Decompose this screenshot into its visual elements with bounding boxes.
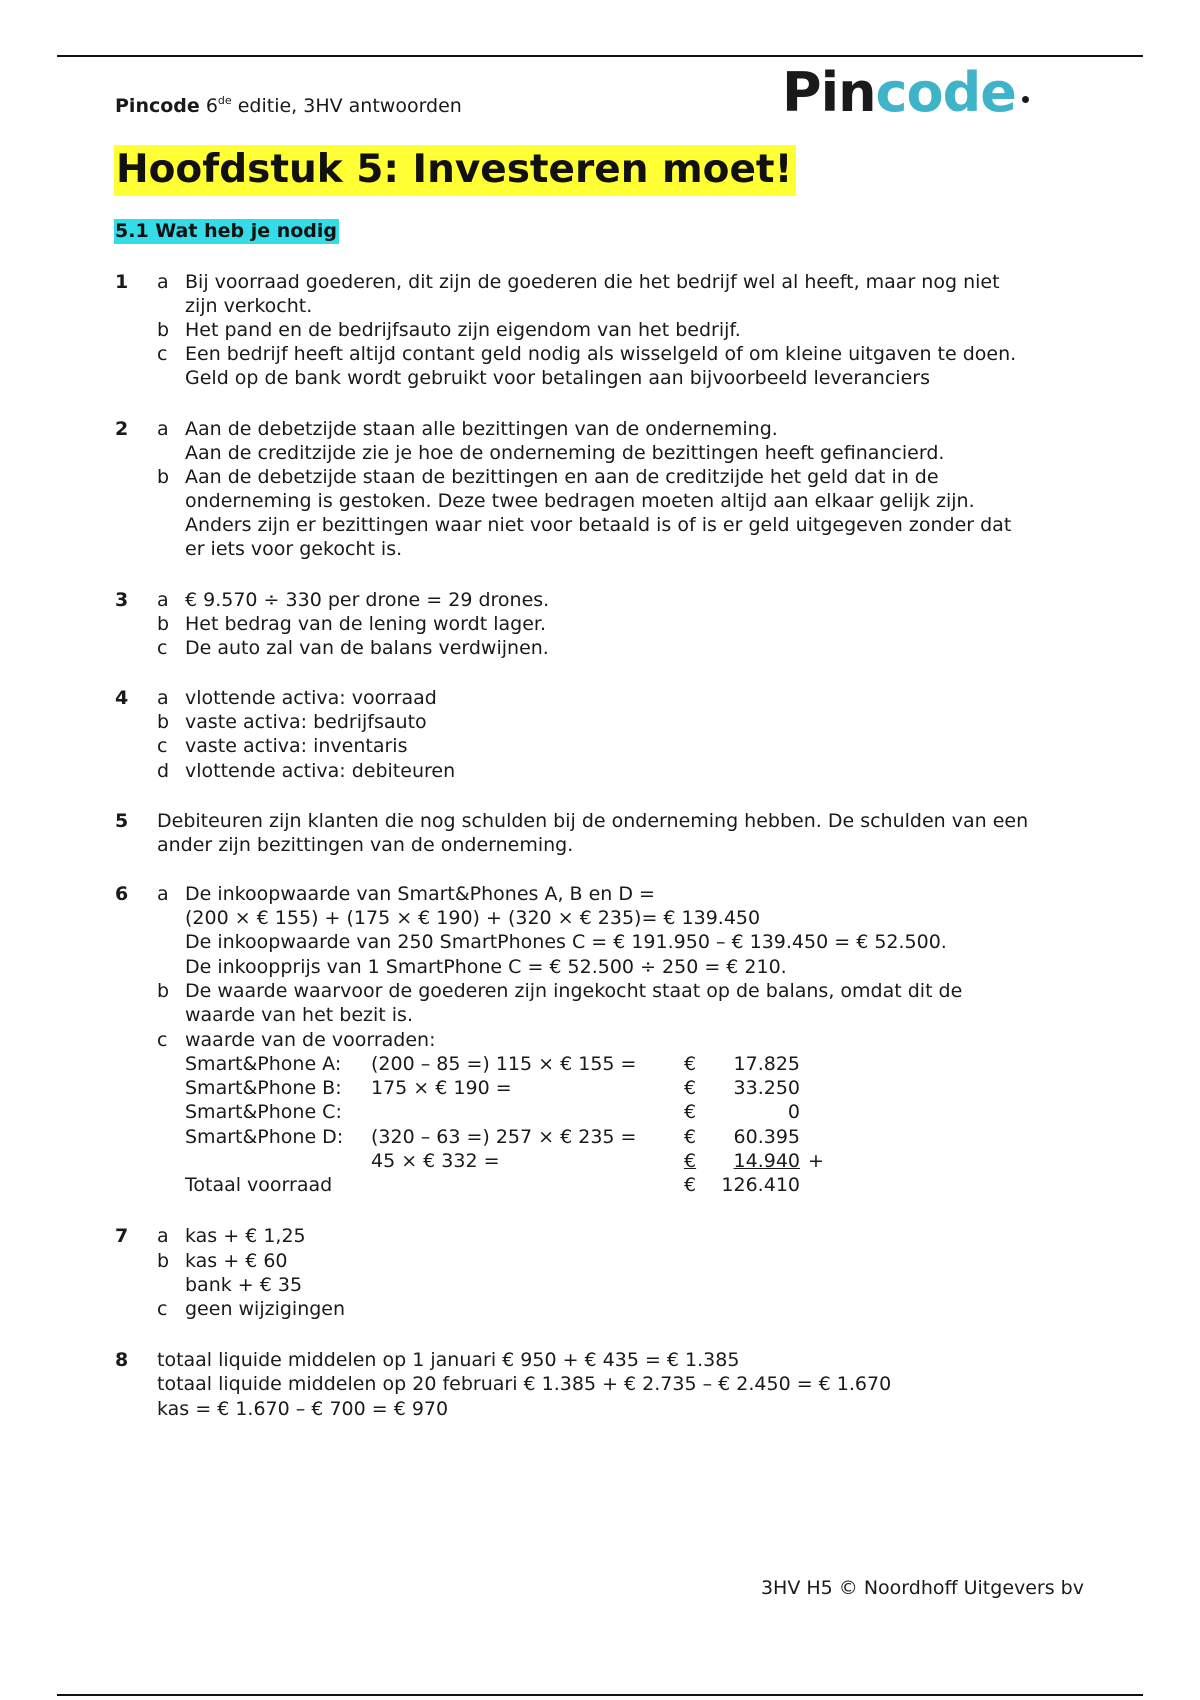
item-label: c bbox=[157, 735, 168, 757]
table-row-calc: 45 × € 332 = bbox=[371, 1150, 500, 1172]
item-label: a bbox=[157, 589, 169, 611]
table-row-currency: € bbox=[684, 1126, 697, 1148]
item-label: b bbox=[157, 466, 170, 488]
question-number: 4 bbox=[115, 687, 129, 709]
table-row-name: Smart&Phone C: bbox=[185, 1101, 342, 1123]
answer-line: vlottende activa: voorraad bbox=[185, 687, 437, 709]
item-label: a bbox=[157, 687, 169, 709]
item-label: a bbox=[157, 271, 169, 293]
page-footer: 3HV H5 © Noordhoff Uitgevers bv bbox=[760, 1577, 1084, 1599]
item-label: c bbox=[157, 637, 168, 659]
answer-line: er iets voor gekocht is. bbox=[185, 538, 403, 560]
answer-line: Debiteuren zijn klanten die nog schulden bij de onderneming hebben. De schulden van een bbox=[157, 810, 1029, 832]
item-label: d bbox=[157, 760, 170, 782]
logo-code-text: code bbox=[875, 60, 1016, 124]
table-row-amount: 14.940 bbox=[733, 1150, 800, 1172]
sum-plus-sign: + bbox=[808, 1150, 824, 1172]
question-number: 7 bbox=[115, 1225, 129, 1247]
table-row-calc: (200 – 85 =) 115 × € 155 = bbox=[371, 1053, 637, 1075]
logo-dot-icon bbox=[1022, 96, 1029, 103]
answer-line: Geld op de bank wordt gebruikt voor betalingen aan bijvoorbeeld leveranciers bbox=[185, 367, 930, 389]
answer-line: waarde van het bezit is. bbox=[185, 1004, 413, 1026]
edition-text: editie, 3HV antwoorden bbox=[231, 95, 462, 117]
question-number: 6 bbox=[115, 883, 129, 905]
answer-line: Bij voorraad goederen, dit zijn de goederen die het bedrijf wel al heeft, maar nog niet bbox=[185, 271, 1000, 293]
logo-pin-text: Pin bbox=[782, 60, 876, 124]
answer-line: De waarde waarvoor de goederen zijn ingekocht staat op de balans, omdat dit de bbox=[185, 980, 963, 1002]
answer-line: De inkoopprijs van 1 SmartPhone C = € 52.500 ÷ 250 = € 210. bbox=[185, 956, 787, 978]
top-rule bbox=[57, 55, 1143, 57]
pincode-logo bbox=[782, 62, 1029, 122]
answer-line: Aan de debetzijde staan alle bezittingen van de onderneming. bbox=[185, 418, 778, 440]
answer-line: bank + € 35 bbox=[185, 1274, 303, 1296]
table-row-currency: € bbox=[684, 1053, 697, 1075]
answer-line: kas + € 60 bbox=[185, 1250, 288, 1272]
answer-line: totaal liquide middelen op 20 februari € 1.385 + € 2.735 – € 2.450 = € 1.670 bbox=[157, 1373, 892, 1395]
table-row-currency: € bbox=[684, 1150, 697, 1172]
table-row-currency: € bbox=[684, 1077, 697, 1099]
item-label: a bbox=[157, 1225, 169, 1247]
table-row-amount: 33.250 bbox=[733, 1077, 800, 1099]
table-row-name: Smart&Phone D: bbox=[185, 1126, 344, 1148]
edition-number: 6 bbox=[205, 95, 218, 117]
answer-line: Anders zijn er bezittingen waar niet voor betaald is of is er geld uitgegeven zonder dat bbox=[185, 514, 1012, 536]
answer-line: waarde van de voorraden: bbox=[185, 1029, 436, 1051]
item-label: c bbox=[157, 343, 168, 365]
item-label: a bbox=[157, 418, 169, 440]
total-label: Totaal voorraad bbox=[185, 1174, 333, 1196]
brand-name: Pincode bbox=[115, 95, 200, 117]
question-number: 8 bbox=[115, 1349, 129, 1371]
question-number: 2 bbox=[115, 418, 129, 440]
table-row-currency: € bbox=[684, 1101, 697, 1123]
answer-line: € 9.570 ÷ 330 per drone = 29 drones. bbox=[185, 589, 550, 611]
table-row-calc: (320 – 63 =) 257 × € 235 = bbox=[371, 1126, 637, 1148]
table-row-calc: 175 × € 190 = bbox=[371, 1077, 512, 1099]
answer-line: De inkoopwaarde van 250 SmartPhones C = € 191.950 – € 139.450 = € 52.500. bbox=[185, 931, 947, 953]
table-row-amount: 17.825 bbox=[733, 1053, 800, 1075]
answer-line: De auto zal van de balans verdwijnen. bbox=[185, 637, 549, 659]
answer-line: Aan de debetzijde staan de bezittingen en aan de creditzijde het geld dat in de bbox=[185, 466, 939, 488]
answer-line: vaste activa: inventaris bbox=[185, 735, 408, 757]
answer-line: kas + € 1,25 bbox=[185, 1225, 306, 1247]
item-label: b bbox=[157, 319, 170, 341]
item-label: c bbox=[157, 1298, 168, 1320]
item-label: b bbox=[157, 711, 170, 733]
item-label: b bbox=[157, 980, 170, 1002]
answer-line: (200 × € 155) + (175 × € 190) + (320 × € 235)= € 139.450 bbox=[185, 907, 761, 929]
answer-line: totaal liquide middelen op 1 januari € 950 + € 435 = € 1.385 bbox=[157, 1349, 740, 1371]
table-row-name: Smart&Phone B: bbox=[185, 1077, 342, 1099]
answer-line: vaste activa: bedrijfsauto bbox=[185, 711, 427, 733]
item-label: c bbox=[157, 1029, 168, 1051]
table-row-amount: 0 bbox=[787, 1101, 800, 1123]
question-number: 1 bbox=[115, 271, 129, 293]
answer-line: zijn verkocht. bbox=[185, 295, 313, 317]
section-title: 5.1 Wat heb je nodig bbox=[115, 220, 338, 242]
answer-line: Aan de creditzijde zie je hoe de onderneming de bezittingen heeft gefinancierd. bbox=[185, 442, 945, 464]
answer-line: onderneming is gestoken. Deze twee bedragen moeten altijd aan elkaar gelijk zijn. bbox=[185, 490, 975, 512]
table-row-amount: 60.395 bbox=[733, 1126, 800, 1148]
answer-line: ander zijn bezittingen van de onderneming. bbox=[157, 834, 574, 856]
table-row-name: Smart&Phone A: bbox=[185, 1053, 342, 1075]
document-header bbox=[115, 94, 462, 117]
item-label: b bbox=[157, 613, 170, 635]
answer-line: kas = € 1.670 – € 700 = € 970 bbox=[157, 1398, 449, 1420]
answer-line: Het pand en de bedrijfsauto zijn eigendom van het bedrijf. bbox=[185, 319, 741, 341]
answer-line: Een bedrijf heeft altijd contant geld nodig als wisselgeld of om kleine uitgaven te doen. bbox=[185, 343, 1017, 365]
answer-line: geen wijzigingen bbox=[185, 1298, 346, 1320]
answer-line: Het bedrag van de lening wordt lager. bbox=[185, 613, 546, 635]
edition-suffix: de bbox=[217, 94, 232, 107]
answer-line: vlottende activa: debiteuren bbox=[185, 760, 456, 782]
item-label: b bbox=[157, 1250, 170, 1272]
chapter-title: Hoofdstuk 5: Investeren moet! bbox=[114, 145, 796, 196]
total-amount: 126.410 bbox=[721, 1174, 800, 1196]
total-currency: € bbox=[684, 1174, 697, 1196]
answer-line: De inkoopwaarde van Smart&Phones A, B en D = bbox=[185, 883, 655, 905]
bottom-rule bbox=[57, 1694, 1143, 1696]
item-label: a bbox=[157, 883, 169, 905]
question-number: 5 bbox=[115, 810, 129, 832]
question-number: 3 bbox=[115, 589, 129, 611]
